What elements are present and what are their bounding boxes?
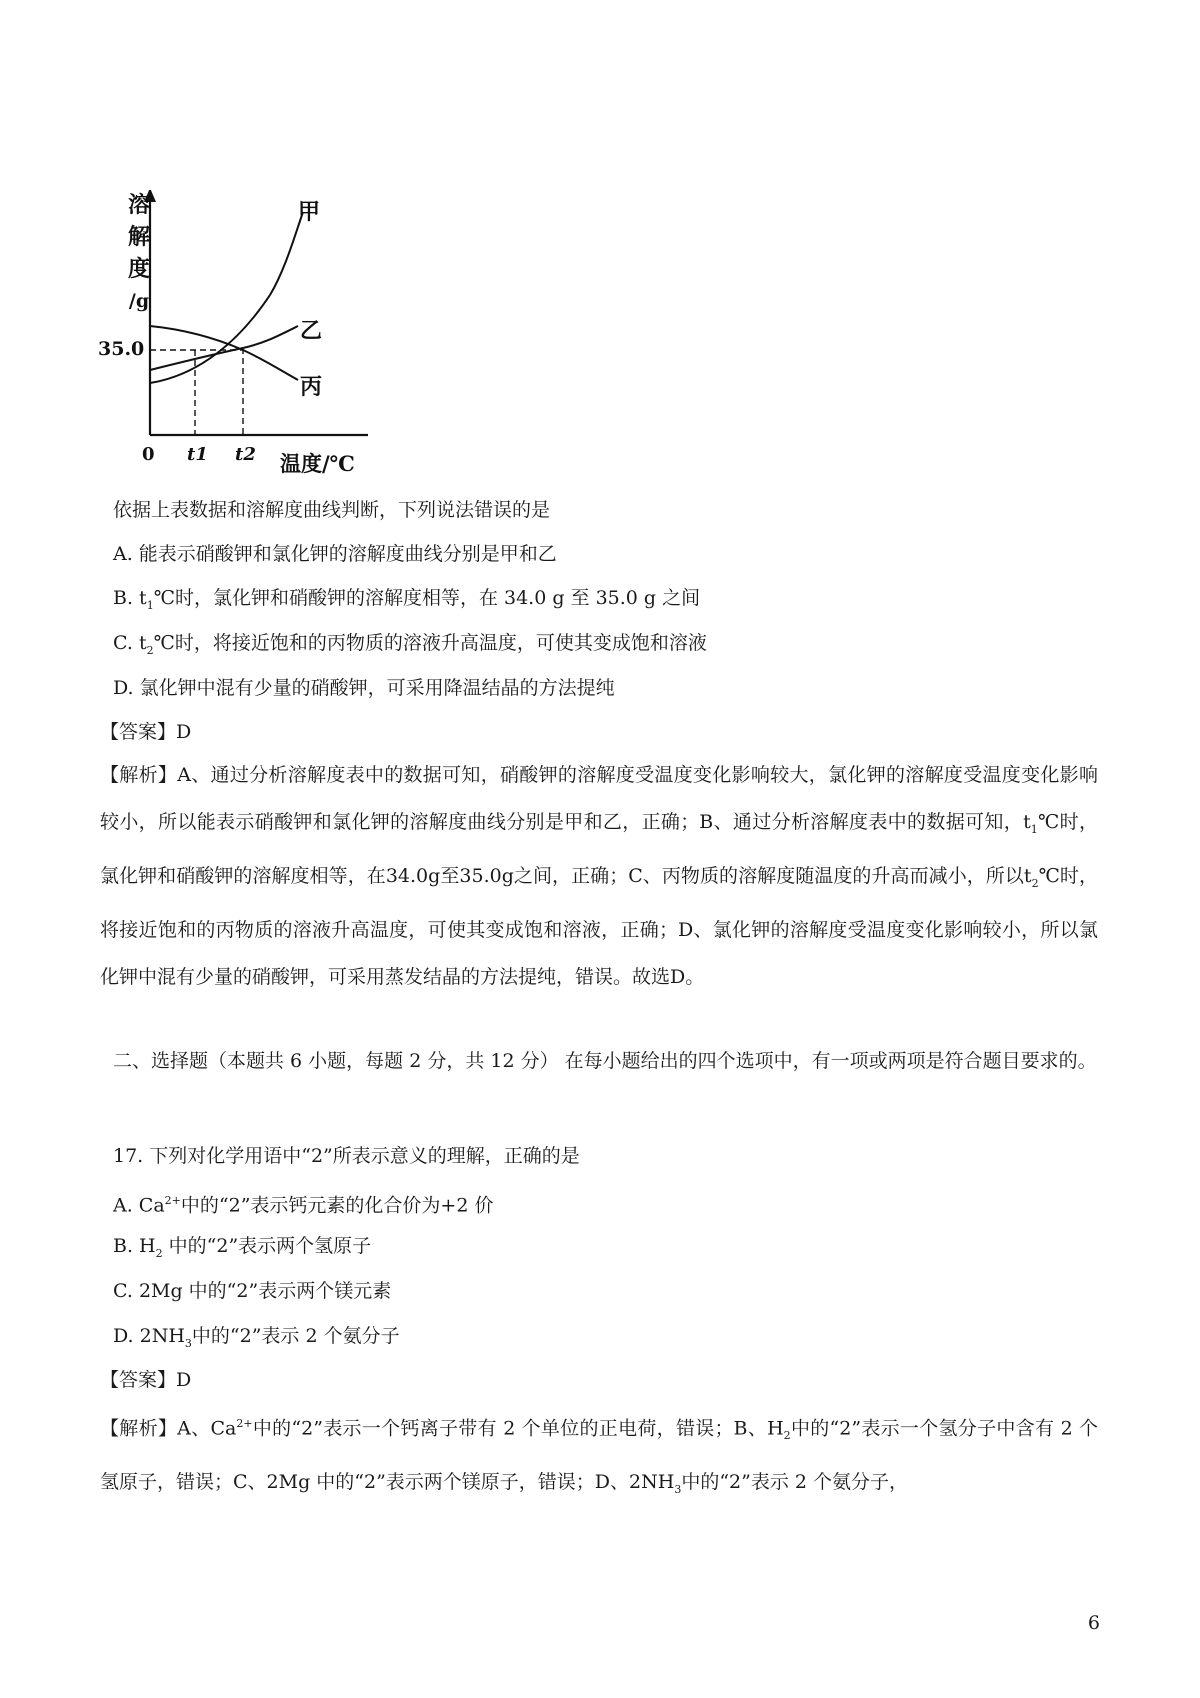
q16-option-a: A. 能表示硝酸钾和氯化钾的溶解度曲线分别是甲和乙	[113, 543, 557, 565]
y-label-char: 溶	[127, 192, 150, 218]
q17-option-a: A. $Ca^{2+}$中的“2”表示钙元素的化合价为+2 价	[113, 1194, 494, 1217]
y-label-char: 解	[127, 224, 150, 250]
q17-option-c: C. 2Mg 中的“2”表示两个镁元素	[113, 1280, 392, 1302]
y-label-char: 度	[127, 256, 150, 282]
q16-option-b: B. $t_1℃$时，氯化钾和硝酸钾的溶解度相等，在 34.0 g 至 35.0 g 之间	[113, 587, 701, 612]
curve-jia	[150, 212, 303, 383]
x-axis-label: 温度/℃	[280, 451, 355, 476]
q16-option-d: D. 氯化钾中混有少量的硝酸钾，可采用降温结晶的方法提纯	[113, 677, 615, 699]
y-label-char: /g	[128, 290, 150, 312]
x-tick-label: t2	[235, 444, 256, 465]
solubility-figure	[98, 190, 410, 480]
q16-analysis: 【解析】A、通过分析溶解度表中的数据可知，硝酸钾的溶解度受温度变化影响较大，氯化钾的溶解度受温度变化影响较小，所以能表示硝酸钾和氯化钾的溶解度曲线分别是甲和乙，正确；B、通过分析溶解度表中的数据可知，$t_1℃$时，氯化钾和硝酸钾的溶解度相等，在34.0g至35.0g之间，正确；C、丙物质的溶解度随温度的升高而减小，所以$t_2℃$时，将接近饱和的丙物质的溶液升高温度，可使其变成饱和溶液，正确；D、氯化钾的溶解度受温度变化影响较小，所以氯化钾中混有少量的硝酸钾，可采用蒸发结晶的方法提纯，错误。故选D。	[100, 764, 1098, 988]
q17-analysis: 【解析】A、$Ca^{2+}$中的“2”表示一个钙离子带有 2 个单位的正电荷，错误；B、$H_2$中的“2”表示一个氢分子中含有 2 个氢原子，错误；C、2Mg 中的“2”表示两个镁原子，错误；D、$2NH_3$中的“2”表示 2 个氨分子，	[100, 1417, 1099, 1496]
x-tick-label: 0	[142, 444, 155, 465]
y-value-label: 35.0	[98, 338, 145, 360]
curve-label: 丙	[300, 374, 323, 400]
q16-answer: 【答案】D	[100, 721, 192, 743]
section-heading: 二、选择题（本题共 6 小题，每题 2 分，共 12 分） 在每小题给出的四个选项中，有一项或两项是符合题目要求的。	[113, 1050, 1097, 1072]
q17-option-d: D. $2NH_3$中的“2”表示 2 个氨分子	[113, 1325, 400, 1350]
q17-stem: 17. 下列对化学用语中“2”所表示意义的理解，正确的是	[113, 1145, 580, 1167]
q17-answer: 【答案】D	[100, 1369, 192, 1391]
q16-stem: 依据上表数据和溶解度曲线判断，下列说法错误的是	[113, 499, 551, 521]
q16-option-c: C. $t_2℃$时，将接近饱和的丙物质的溶液升高温度，可使其变成饱和溶液	[113, 632, 707, 657]
curve-label: 乙	[300, 318, 323, 344]
curve-label: 甲	[298, 199, 321, 225]
q17-option-b: B. $H_2$ 中的“2”表示两个氢原子	[113, 1235, 372, 1260]
page-number: 6	[1087, 1612, 1100, 1634]
x-tick-label: t1	[187, 444, 208, 465]
